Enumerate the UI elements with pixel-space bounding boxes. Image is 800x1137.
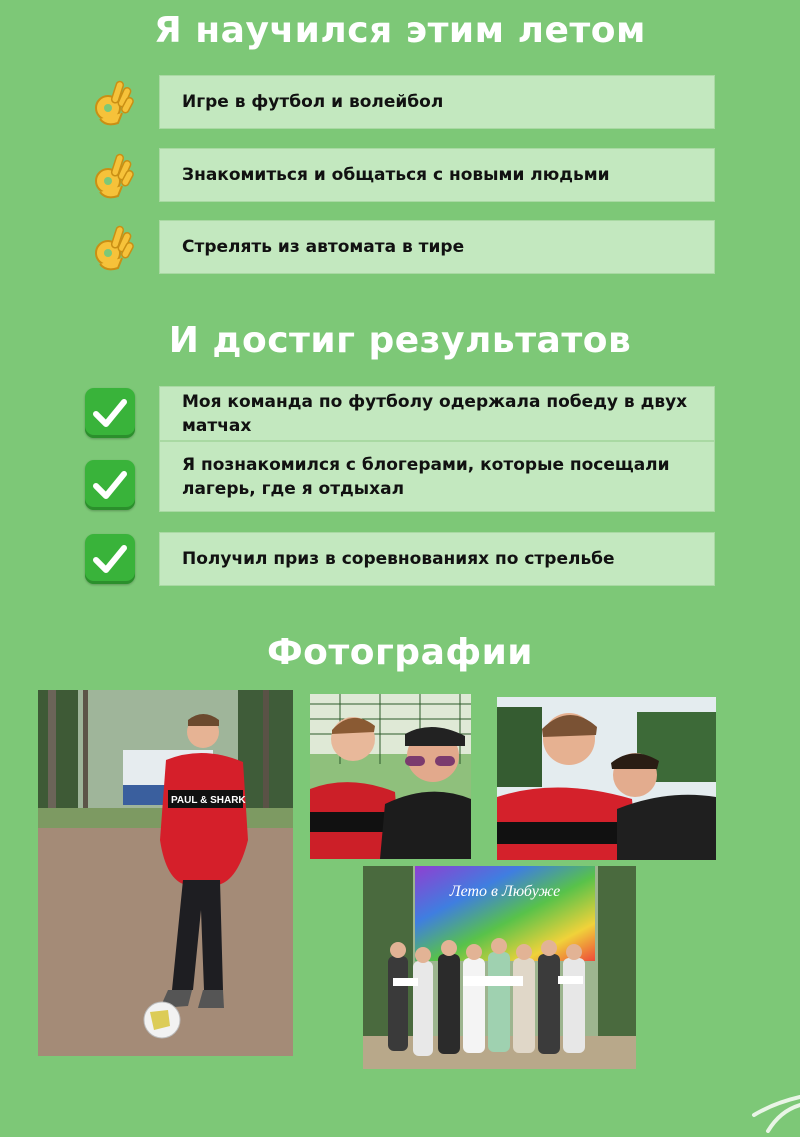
learned-item-1 bbox=[159, 75, 715, 129]
achieved-item-1-text: Моя команда по футболу одержала победу в двух матчах bbox=[182, 391, 688, 436]
achieved-item-3 bbox=[159, 532, 715, 586]
shirt-logo-text: PAUL & SHARK bbox=[171, 795, 246, 806]
learned-item-3 bbox=[159, 220, 715, 274]
title-achieved: И достиг результатов bbox=[168, 320, 632, 361]
title-learned: Я научился этим летом bbox=[154, 10, 646, 51]
ok-hand-icon bbox=[88, 75, 136, 129]
learned-item-1-text: Игре в футбол и волейбол bbox=[182, 92, 444, 112]
ok-hand-icon bbox=[88, 148, 136, 202]
achieved-item-2 bbox=[159, 441, 715, 512]
logo-swoosh-icon bbox=[748, 1085, 800, 1133]
photo-group-banner bbox=[363, 866, 636, 1069]
learned-item-3-text: Стрелять из автомата в тире bbox=[182, 237, 465, 257]
achieved-item-1 bbox=[159, 386, 715, 441]
photo-selfie-blogger-1 bbox=[310, 694, 471, 859]
check-mark-icon bbox=[85, 460, 135, 510]
achieved-item-2-text: Я познакомился с блогерами, которые посещали лагерь, где я отдыхал bbox=[182, 454, 670, 499]
banner-text: Лето в Любуже bbox=[449, 883, 561, 900]
check-mark-icon bbox=[85, 388, 135, 438]
photo-selfie-blogger-2 bbox=[497, 697, 716, 860]
photo-boy-with-ball bbox=[38, 690, 293, 1056]
learned-item-2-text: Знакомиться и общаться с новыми людьми bbox=[182, 165, 610, 185]
achieved-item-3-text: Получил приз в соревнованиях по стрельбе bbox=[182, 549, 615, 569]
check-mark-icon bbox=[85, 534, 135, 584]
ok-hand-icon bbox=[88, 220, 136, 274]
learned-item-2 bbox=[159, 148, 715, 202]
title-photos: Фотографии bbox=[266, 632, 534, 673]
